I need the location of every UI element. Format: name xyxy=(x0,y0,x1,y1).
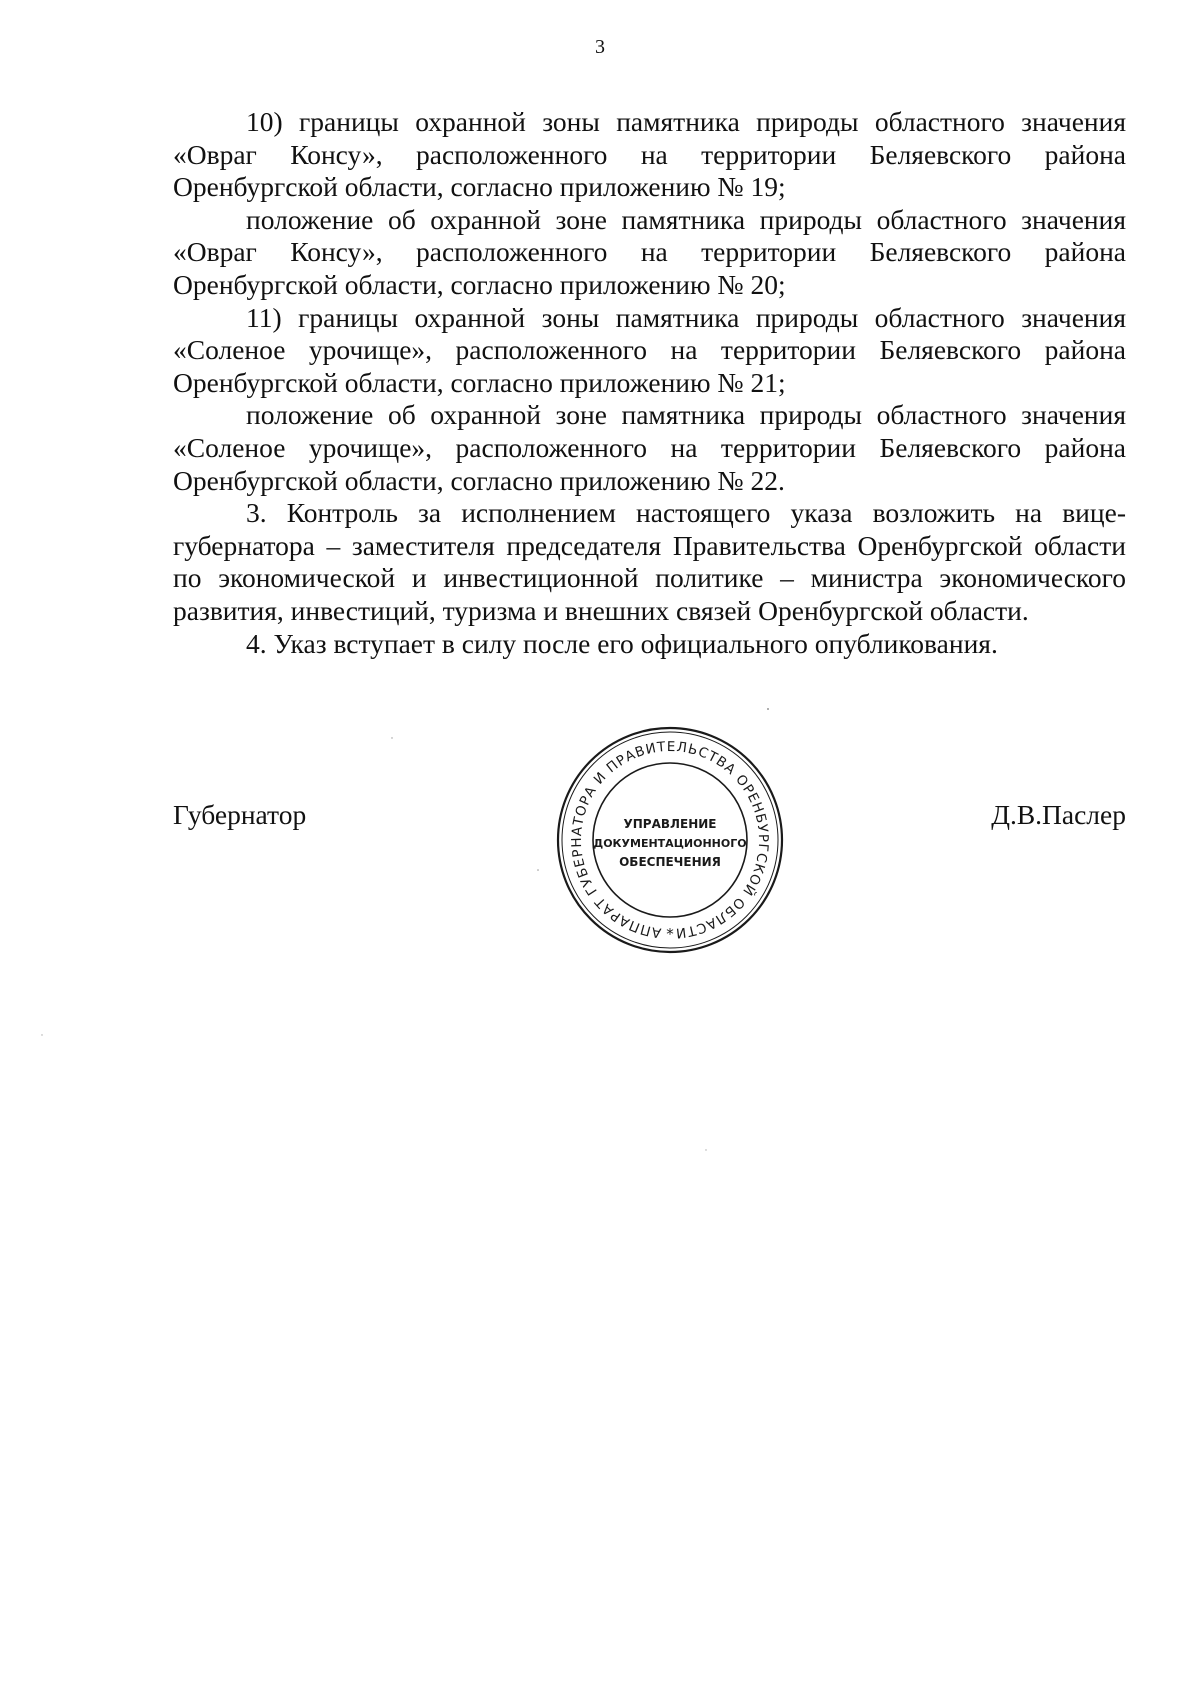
scan-speck xyxy=(41,1034,42,1035)
stamp-center-line-1: УПРАВЛЕНИЕ xyxy=(623,817,717,831)
stamp-ring-text: АППАРАТ ГУБЕРНАТОРА И ПРАВИТЕЛЬСТВА ОРЕНБУРГСКОЙ ОБЛАСТИ xyxy=(568,738,772,941)
paragraph-entry-into-force: 4. Указ вступает в силу после его официального опубликования. xyxy=(246,627,998,659)
paragraph-item-10-boundaries: 10) границы охранной зоны памятника природы областного значения «Овраг Консу», расположенного на территории Беляевского района Оренбургской области, согласно приложению № 19; xyxy=(173,106,1126,203)
paragraph-item-11-boundaries: 11) границы охранной зоны памятника природы областного значения «Соленое урочище», расположенного на территории Беляевского района Оренбургской области, согласно приложению № 21; xyxy=(173,301,1126,398)
stamp-star: * xyxy=(666,925,674,943)
paragraph-item-11-regulation: положение об охранной зоне памятника природы областного значения «Соленое урочище», расположенного на территории Беляевского района Оренбургской области, согласно приложению № 22. xyxy=(173,399,1126,496)
stamp-center-line-3: ОБЕСПЕЧЕНИЯ xyxy=(619,855,721,869)
scan-speck xyxy=(537,869,539,871)
page-number: 3 xyxy=(595,36,605,58)
paragraph-item-10-regulation: положение об охранной зоне памятника природы областного значения «Овраг Консу», расположенного на территории Беляевского района Оренбургской области, согласно приложению № 20; xyxy=(173,203,1126,300)
scan-speck xyxy=(767,708,769,710)
signatory-name: Д.В.Паслер xyxy=(991,799,1126,830)
scan-speck xyxy=(705,1149,706,1150)
paragraph-control-clause: 3. Контроль за исполнением настоящего указа возложить на вицегубернатора – заместителя председателя Правительства Оренбургской области по экономической и инвестиционной политике – министра экономического развития, инвестиций, туризма и внешних связей Оренбургской области. xyxy=(173,497,1126,626)
decree-body xyxy=(173,106,1126,660)
official-stamp-seal xyxy=(550,720,790,960)
signatory-title: Губернатор xyxy=(173,799,307,830)
stamp-center-line-2: ДОКУМЕНТАЦИОННОГО xyxy=(593,837,747,850)
scan-speck xyxy=(391,737,392,738)
